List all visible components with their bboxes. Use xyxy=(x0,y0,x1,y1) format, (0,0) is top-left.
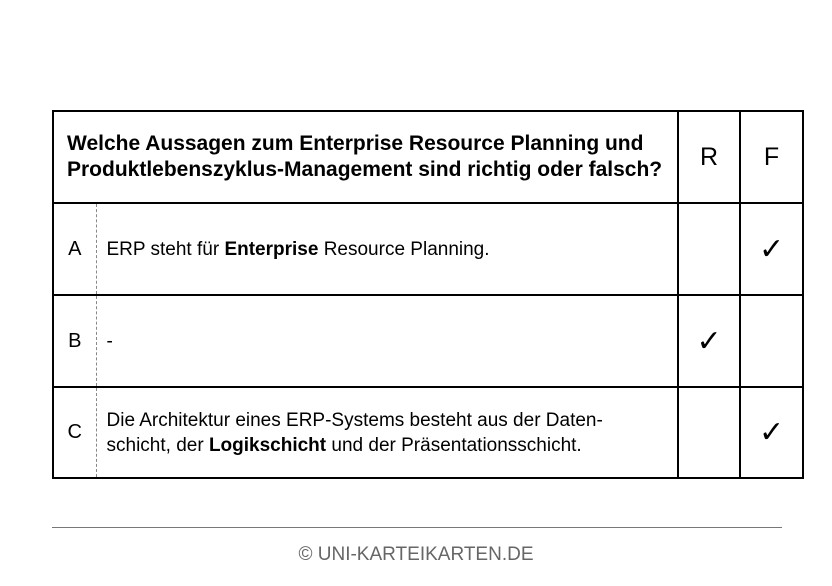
mark-right-cell xyxy=(678,203,740,295)
header-right: R xyxy=(678,111,740,203)
mark-false-cell xyxy=(740,295,803,387)
row-letter: C xyxy=(53,387,96,478)
row-letter: B xyxy=(53,295,96,387)
table-row xyxy=(53,387,803,478)
header-row xyxy=(53,111,803,203)
mark-right-cell xyxy=(678,295,740,387)
statement-part: Resource Planning. xyxy=(318,238,490,260)
table-row xyxy=(53,295,803,387)
statement-bold: Enterprise xyxy=(224,238,319,260)
footer-divider xyxy=(52,527,782,528)
statement xyxy=(96,295,678,387)
statement xyxy=(96,203,678,295)
statement-part: und der Präsentationsschicht. xyxy=(326,434,582,456)
mark-false-cell xyxy=(740,203,803,295)
question-text: Welche Aussagen zum Enterprise Resource Planning und Produktlebenszyklus-Management sind richtig oder falsch? xyxy=(53,111,678,203)
mark-right-cell xyxy=(678,387,740,478)
statement-bold: Logikschicht xyxy=(208,434,327,456)
footer-copyright: © UNI-KARTEIKARTEN.DE xyxy=(298,544,534,565)
header-false: F xyxy=(740,111,803,203)
statement-part: - xyxy=(106,330,113,352)
check-icon: ✓ xyxy=(758,232,785,266)
check-icon: ✓ xyxy=(696,324,722,358)
statement-part: Die Architektur eines ERP-Systems besteht aus der Daten-schicht, der xyxy=(106,409,603,456)
mark-false-cell xyxy=(740,387,803,478)
check-icon: ✓ xyxy=(758,416,785,449)
quiz-table xyxy=(52,110,804,479)
row-letter: A xyxy=(53,203,96,295)
statement xyxy=(96,387,678,478)
table-row xyxy=(53,203,803,295)
statement-part: ERP steht für xyxy=(106,238,225,260)
